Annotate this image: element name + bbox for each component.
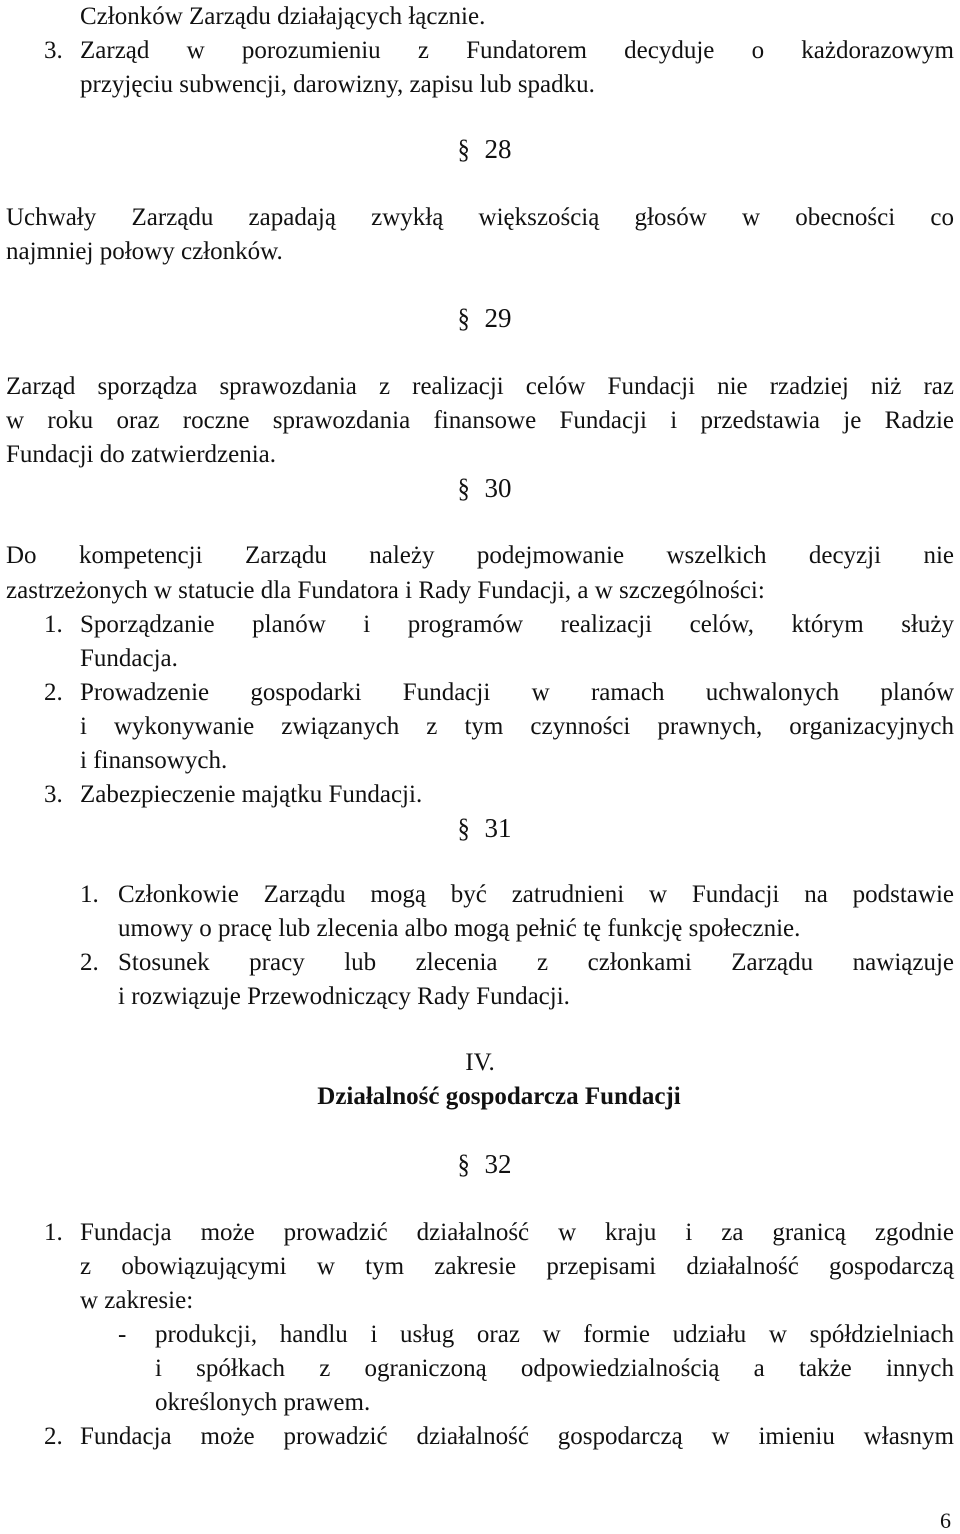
list-number: 1. — [80, 881, 99, 908]
section-heading-30 — [457, 472, 512, 504]
list-number: 3. — [44, 37, 63, 64]
text-line: Uchwały Zarządu zapadają zwykłą większością głosów w obecności co — [6, 204, 954, 231]
section-heading-29 — [457, 302, 512, 334]
section-number: 28 — [484, 134, 512, 164]
text-line: w zakresie: — [80, 1287, 194, 1314]
text-line: umowy o pracę lub zlecenia albo mogą pełnić tę funkcję społecznie. — [118, 915, 801, 942]
section-symbol: § — [457, 1149, 470, 1179]
text-line: i rozwiązuje Przewodniczący Rady Fundacji. — [118, 983, 570, 1010]
text-line: zastrzeżonych w statucie dla Fundatora i Rady Fundacji, a w szczególności: — [6, 577, 765, 604]
list-number: 1. — [44, 1219, 63, 1246]
text-line: określonych prawem. — [155, 1389, 371, 1416]
list-number: 1. — [44, 611, 63, 638]
section-heading-31 — [457, 812, 512, 844]
section-number: 32 — [484, 1149, 512, 1179]
text-line: i wykonywanie związanych z tym czynności prawnych, organizacyjnych — [80, 713, 954, 740]
text-line: Zabezpieczenie majątku Fundacji. — [80, 781, 423, 808]
text-line: Fundacja. — [80, 645, 178, 672]
text-line: produkcji, handlu i usług oraz w formie udziału w spółdzielniach — [155, 1321, 954, 1348]
text-line: Fundacja może prowadzić działalność gospodarczą w imieniu własnym — [80, 1423, 954, 1450]
text-line: Zarząd sporządza sprawozdania z realizacji celów Fundacji nie rzadziej niż raz — [6, 373, 954, 400]
section-number: 29 — [484, 303, 512, 333]
section-number: 31 — [484, 813, 512, 843]
section-symbol: § — [457, 303, 470, 333]
text-line: Stosunek pracy lub zlecenia z członkami Zarządu nawiązuje — [118, 949, 954, 976]
list-number: 3. — [44, 781, 63, 808]
section-symbol: § — [457, 134, 470, 164]
chapter-number: IV. — [465, 1049, 495, 1076]
section-heading-28 — [457, 133, 512, 165]
text-line: przyjęciu subwencji, darowizny, zapisu lub spadku. — [80, 71, 595, 98]
chapter-title: Działalność gospodarcza Fundacji — [317, 1083, 681, 1110]
text-line: Zarząd w porozumieniu z Fundatorem decyduje o każdorazowym — [80, 37, 954, 64]
text-line: Prowadzenie gospodarki Fundacji w ramach uchwalonych planów — [80, 679, 954, 706]
text-line: i finansowych. — [80, 747, 228, 774]
list-dash: - — [118, 1321, 127, 1348]
section-heading-32 — [457, 1148, 512, 1180]
text-line: Fundacji do zatwierdzenia. — [6, 441, 277, 468]
text-line: Członkowie Zarządu mogą być zatrudnieni w Fundacji na podstawie — [118, 881, 954, 908]
section-symbol: § — [457, 473, 470, 503]
text-line: Do kompetencji Zarządu należy podejmowanie wszelkich decyzji nie — [6, 542, 954, 569]
list-number: 2. — [80, 949, 99, 976]
page-number: 6 — [940, 1508, 951, 1533]
text-line: najmniej połowy członków. — [6, 238, 283, 265]
text-line: Członków Zarządu działających łącznie. — [80, 3, 486, 30]
list-number: 2. — [44, 1423, 63, 1450]
text-line: Sporządzanie planów i programów realizacji celów, którym służy — [80, 611, 954, 638]
text-line: Fundacja może prowadzić działalność w kraju i za granicą zgodnie — [80, 1219, 954, 1246]
section-number: 30 — [484, 473, 512, 503]
list-number: 2. — [44, 679, 63, 706]
text-line: i spółkach z ograniczoną odpowiedzialnością a także innych — [155, 1355, 954, 1382]
text-line: w roku oraz roczne sprawozdania finansowe Fundacji i przedstawia je Radzie — [6, 407, 954, 434]
text-line: z obowiązującymi w tym zakresie przepisami działalność gospodarczą — [80, 1253, 954, 1280]
section-symbol: § — [457, 813, 470, 843]
